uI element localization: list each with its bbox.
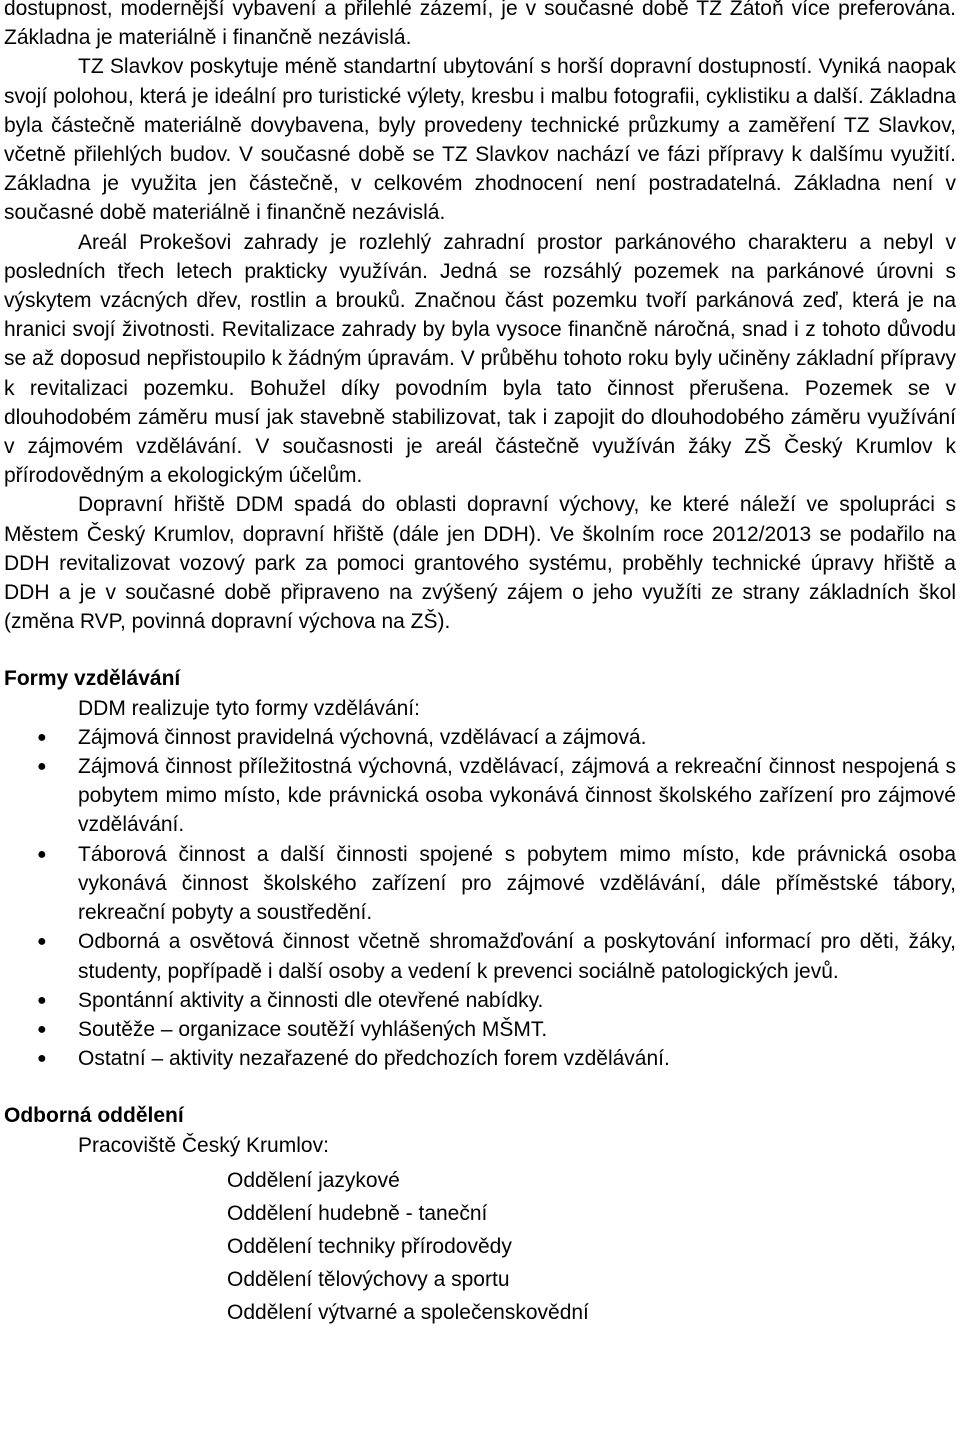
section-heading-departments: Odborná oddělení xyxy=(4,1104,184,1128)
document-page xyxy=(4,0,956,1329)
department-item: Oddělení jazykové xyxy=(227,1168,400,1192)
list-item xyxy=(4,986,956,1015)
paragraph-dopravni-hriste: Dopravní hřiště DDM spadá do oblasti dopravní výchovy, ke které náleží ve spolupráci s Městem Český Krumlov, dopravní hřiště (dále jen DDH). Ve školním roce 2012/2013 se podařilo na DDH revitalizovat vozový park za pomoci grantového systému, proběhly technické úpravy hřiště a DDH a je v současné době připraveno na zvýšený zájem o jeho využíti ze strany základních škol (změna RVP, povinná dopravní výchova na ZŠ). xyxy=(4,493,956,634)
forms-lead: DDM realizuje tyto formy vzdělávání: xyxy=(78,696,420,720)
departments-list xyxy=(4,1164,956,1329)
bullet-icon: ● xyxy=(37,991,47,1009)
list-item xyxy=(4,1015,956,1044)
bullet-icon: ● xyxy=(37,1020,47,1038)
list-item xyxy=(4,752,956,840)
bullet-icon: ● xyxy=(37,933,47,951)
list-item-text: Táborová činnost a další činnosti spojené s pobytem mimo místo, kde právnická osoba vykonává činnost školského zařízení pro zájmové vzdělávání, dále příměstské tábory, rekreační pobyty a soustředění. xyxy=(78,842,956,925)
list-item xyxy=(4,840,956,928)
list-item-text: Odborná a osvětová činnost včetně shromažďování a poskytování informací pro děti, žáky, studenty, popřípadě i další osoby a vedení k prevenci sociálně patologických jevů. xyxy=(78,930,956,983)
list-item xyxy=(4,927,956,985)
department-item: Oddělení techniky přírodovědy xyxy=(227,1234,512,1258)
department-item: Oddělení hudebně - taneční xyxy=(227,1201,488,1225)
department-item: Oddělení výtvarné a společenskovědní xyxy=(227,1300,589,1324)
list-item-text: Zájmová činnost příležitostná výchovná, vzdělávací, zájmová a rekreační činnost nespojená s pobytem mimo místo, kde právnická osoba vykonává činnost školského zařízení pro zájmové vzdělávání. xyxy=(78,755,956,837)
bullet-icon: ● xyxy=(37,1050,47,1068)
bullet-icon: ● xyxy=(37,758,47,776)
list-item xyxy=(4,723,956,752)
paragraph-tz-zaton: dostupnost, modernější vybavení a přilehlé zázemí, je v současné době TZ Zátoň více preferována. Základna je materiálně i finančně nezávislá. xyxy=(4,0,956,50)
list-item xyxy=(4,1044,956,1073)
paragraph-prokesovi-zahrady: Areál Prokešovi zahrady je rozlehlý zahradní prostor parkánového charakteru a nebyl v posledních třech letech prakticky využíván. Jedná se rozsáhlý pozemek na parkánové úrovni s výskytem vzácných dřev, rostlin a brouků. Značnou část pozemku tvoří parkánová zeď, která je na hranici svojí životnosti. Revitalizace zahrady by byla vysoce finančně náročná, snad i z tohoto důvodu se až doposud nepřistoupilo k žádným úpravám. V průběhu tohoto roku byly učiněny základní přípravy k revitalizaci pozemku. Bohužel díky povodním byla tato činnost přerušena. Pozemek se v dlouhodobém záměru musí jak stavebně stabilizovat, tak i zapojit do dlouhodobého záměru využívání v zájmovém vzdělávání. V současnosti je areál částečně využíván žáky ZŠ Český Krumlov k přírodovědným a ekologickým účelům. xyxy=(4,230,956,488)
list-item-text: Zájmová činnost pravidelná výchovná, vzdělávací a zájmová. xyxy=(78,725,647,749)
departments-lead: Pracoviště Český Krumlov: xyxy=(78,1133,329,1157)
forms-list xyxy=(4,723,956,1073)
bullet-icon: ● xyxy=(37,728,47,746)
list-item-text: Spontánní aktivity a činnosti dle otevřené nabídky. xyxy=(78,988,544,1012)
bullet-icon: ● xyxy=(37,845,47,863)
list-item-text: Ostatní – aktivity nezařazené do předchozích forem vzdělávání. xyxy=(78,1047,670,1071)
paragraph-tz-slavkov: TZ Slavkov poskytuje méně standartní ubytování s horší dopravní dostupností. Vyniká naopak svojí polohou, která je ideální pro turistické výlety, kresbu i malbu fotografii, cyklistiku a další. Základna byla částečně materiálně dovybavena, byly provedeny technické průzkumy a zaměření TZ Slavkov, včetně přilehlých budov. V současné době se TZ Slavkov nachází ve fázi přípravy k dalšímu využití. Základna je využita jen částečně, v celkovém zhodnocení není postradatelná. Základna není v současné době materiálně i finančně nezávislá. xyxy=(4,55,956,225)
department-item: Oddělení tělovýchovy a sportu xyxy=(227,1267,510,1291)
section-heading-forms: Formy vzdělávání xyxy=(4,667,181,691)
list-item-text: Soutěže – organizace soutěží vyhlášených MŠMT. xyxy=(78,1017,548,1041)
